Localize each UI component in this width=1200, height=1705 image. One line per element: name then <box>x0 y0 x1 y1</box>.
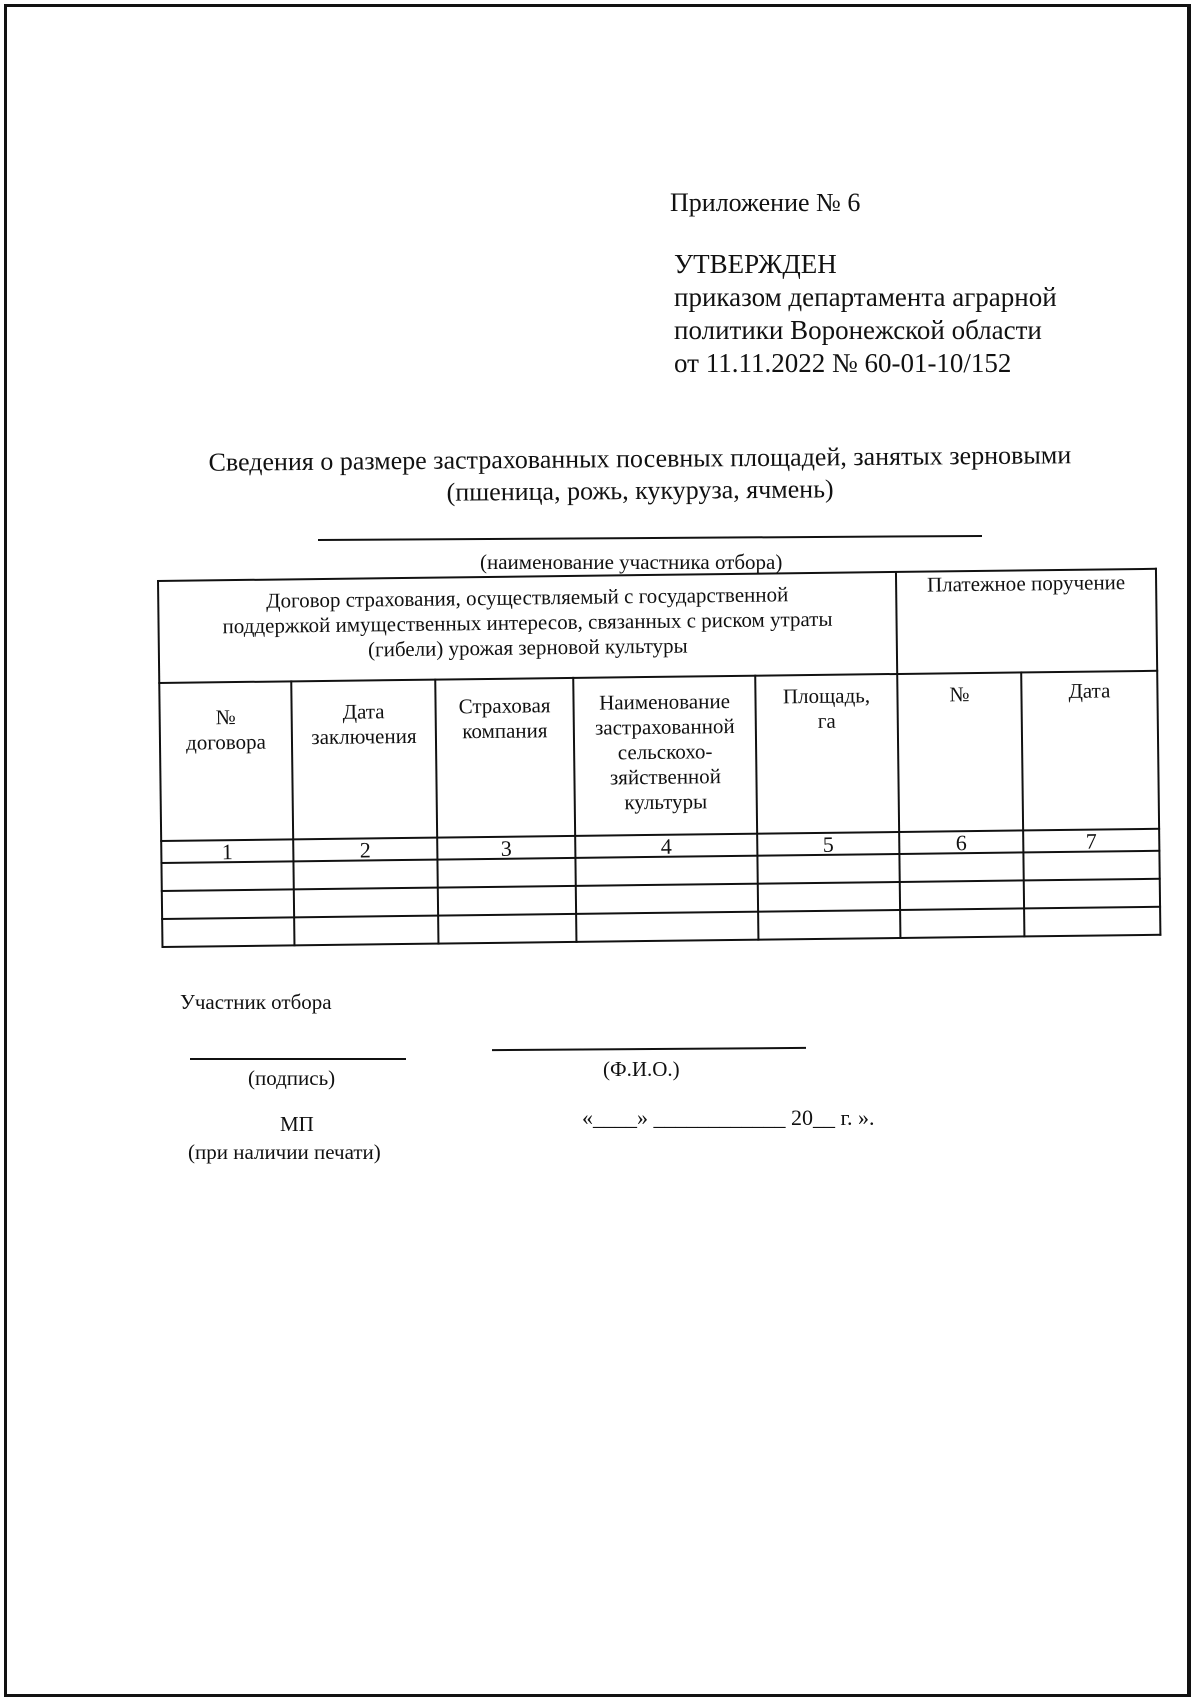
payment-group-header: Платежное поручение <box>926 570 1126 597</box>
signature-field[interactable] <box>190 1058 406 1060</box>
column-header-payment-number: № <box>949 682 970 707</box>
date-field[interactable]: «____» ____________ 20__ г. ». <box>582 1105 875 1130</box>
appendix-number: Приложение № 6 <box>670 188 861 217</box>
column-header-area: Площадь, га <box>782 683 871 733</box>
participant-caption: (наименование участника отбора) <box>480 550 783 574</box>
document-title <box>150 439 1131 512</box>
column-number: 5 <box>822 831 834 857</box>
approval-line: от 11.11.2022 № 60-01-10/152 <box>674 348 1012 378</box>
column-number: 6 <box>955 830 967 856</box>
column-number: 3 <box>500 835 512 861</box>
column-number: 1 <box>221 839 233 865</box>
approval-line: политики Воронежской области <box>674 315 1042 345</box>
data-table <box>157 568 1161 952</box>
stamp-label: МП <box>280 1112 314 1136</box>
column-header-crop-name: Наименование застрахованной сельскохо- зяйственной культуры <box>594 689 735 815</box>
column-header-insurance-company: Страховая компания <box>458 693 551 744</box>
column-header-contract-number: № договора <box>185 705 267 755</box>
column-number: 7 <box>1085 828 1097 854</box>
stamp-note: (при наличии печати) <box>188 1140 381 1164</box>
column-number: 4 <box>660 833 672 859</box>
title-line: (пшеница, рожь, кукуруза, ячмень) <box>446 474 834 507</box>
approval-line: приказом департамента аграрной <box>674 282 1057 312</box>
approval-line: УТВЕРЖДЕН <box>674 249 837 279</box>
signature-caption: (подпись) <box>248 1066 336 1090</box>
approval-block <box>674 248 1057 380</box>
title-line: Сведения о размере застрахованных посевных площадей, занятых зерновыми <box>208 440 1072 477</box>
contract-group-header: Договор страхования, осуществляемый с государственной поддержкой имущественных интересов, связанных с риском утраты (гибели) урожая зерновой культуры <box>222 582 833 662</box>
column-header-contract-date: Дата заключения <box>311 699 417 750</box>
signer-label: Участник отбора <box>180 990 332 1014</box>
column-number: 2 <box>359 837 371 863</box>
fio-caption: (Ф.И.О.) <box>603 1057 680 1081</box>
column-header-payment-date: Дата <box>1068 678 1111 703</box>
